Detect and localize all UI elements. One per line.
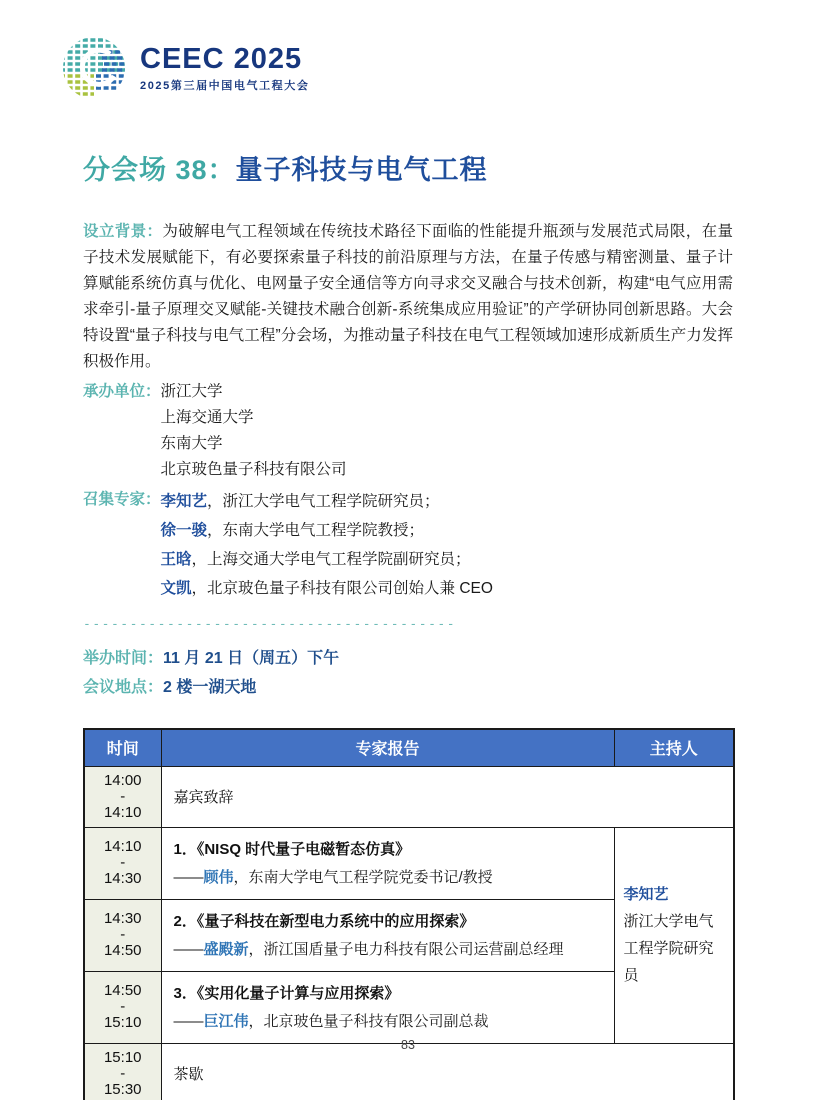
list-item: 浙江大学	[160, 383, 223, 400]
organizers-section	[83, 379, 816, 483]
column-header-host: 主持人	[614, 729, 734, 766]
speaker-name: 盛殿新	[203, 940, 249, 958]
column-header-report: 专家报告	[161, 729, 614, 766]
organizers-label: 承办单位：	[83, 383, 161, 400]
list-item: 徐一骏，东南大学电气工程学院教授；	[160, 522, 425, 539]
list-item: 文凯，北京玻色量子科技有限公司创始人兼 CEO	[160, 580, 493, 597]
list-item: 王晗，上海交通大学电气工程学院副研究员；	[160, 551, 471, 568]
list-item: 东南大学	[160, 435, 223, 452]
time-cell: 14:10 - 14:30	[84, 827, 161, 899]
page-number: 83	[401, 1038, 415, 1052]
background-label: 设立背景：	[83, 223, 163, 240]
host-affiliation: 浙江大学电气工程学院研究员	[623, 913, 714, 984]
venue-value: 2 楼一湖天地	[163, 679, 257, 696]
background-paragraph	[83, 219, 733, 375]
list-item: 北京玻色量子科技有限公司	[160, 461, 347, 478]
report-speaker: ——盛殿新，浙江国盾量子电力科技有限公司运营副总经理	[173, 940, 564, 958]
time-cell: 15:10 - 15:30	[84, 1043, 161, 1100]
host-name: 李知艺	[623, 886, 669, 903]
venue-label: 会议地点：	[83, 679, 164, 696]
host-cell	[614, 827, 734, 1043]
list-item: 上海交通大学	[160, 409, 254, 426]
report-cell	[161, 971, 614, 1043]
conveners-label: 召集专家：	[83, 491, 161, 508]
speaker-name: 巨江伟	[203, 1012, 249, 1030]
event-cell: 嘉宾致辞	[161, 766, 734, 827]
report-title: 3．《实用化量子计算与应用探索》	[173, 984, 400, 1002]
conveners-section	[83, 487, 816, 603]
conference-logo	[0, 0, 816, 102]
globe-icon	[60, 34, 128, 102]
conveners-list	[161, 487, 493, 603]
dashed-divider: ----------------------------------------	[83, 617, 457, 632]
table-header-row	[84, 729, 734, 766]
brand-subtitle: 2025第三届中国电气工程大会	[140, 80, 310, 92]
page-title	[83, 148, 733, 187]
report-title: 1．《NISQ 时代量子电磁暂态仿真》	[173, 840, 411, 858]
report-speaker: ——巨江伟，北京玻色量子科技有限公司副总裁	[173, 1012, 489, 1030]
table-row	[84, 766, 734, 827]
background-text: 为破解电气工程领域在传统技术路径下面临的性能提升瓶颈与发展范式局限，在量子技术发展赋能下，有必要探索量子科技的前沿原理与方法，在量子传感与精密测量、量子计算赋能系统仿真与优化、电网量子安全通信等方向寻求交叉融合与技术创新，构建“电气应用需求牵引-量子原理交叉赋能-关键技术融合创新-系统集成应用验证”的产学研协同创新思路。大会特设置“量子科技与电气工程”分会场，为推动量子科技在电气工程领域加速形成新质生产力发挥积极作用。	[83, 223, 733, 370]
speaker-name: 顾伟	[203, 868, 234, 886]
event-cell: 茶歇	[161, 1043, 734, 1100]
list-item: 李知艺，浙江大学电气工程学院研究员；	[160, 493, 440, 510]
report-title: 2．《量子科技在新型电力系统中的应用探索》	[173, 912, 475, 930]
event-venue-row	[83, 673, 816, 702]
time-cell: 14:00 - 14:10	[84, 766, 161, 827]
time-cell: 14:30 - 14:50	[84, 899, 161, 971]
time-value: 11 月 21 日（周五）下午	[163, 650, 340, 667]
report-speaker: ——顾伟，东南大学电气工程学院党委书记/教授	[173, 868, 493, 886]
brand-title: CEEC 2025	[140, 43, 303, 75]
time-cell: 14:50 - 15:10	[84, 971, 161, 1043]
session-name: 量子科技与电气工程	[235, 155, 488, 185]
column-header-time: 时间	[84, 729, 161, 766]
session-number: 分会场 38：	[83, 155, 236, 185]
report-cell	[161, 899, 614, 971]
time-label: 举办时间：	[83, 650, 164, 667]
organizers-list	[161, 379, 347, 483]
event-time-row	[83, 644, 816, 673]
table-row	[84, 827, 734, 899]
report-cell	[161, 827, 614, 899]
